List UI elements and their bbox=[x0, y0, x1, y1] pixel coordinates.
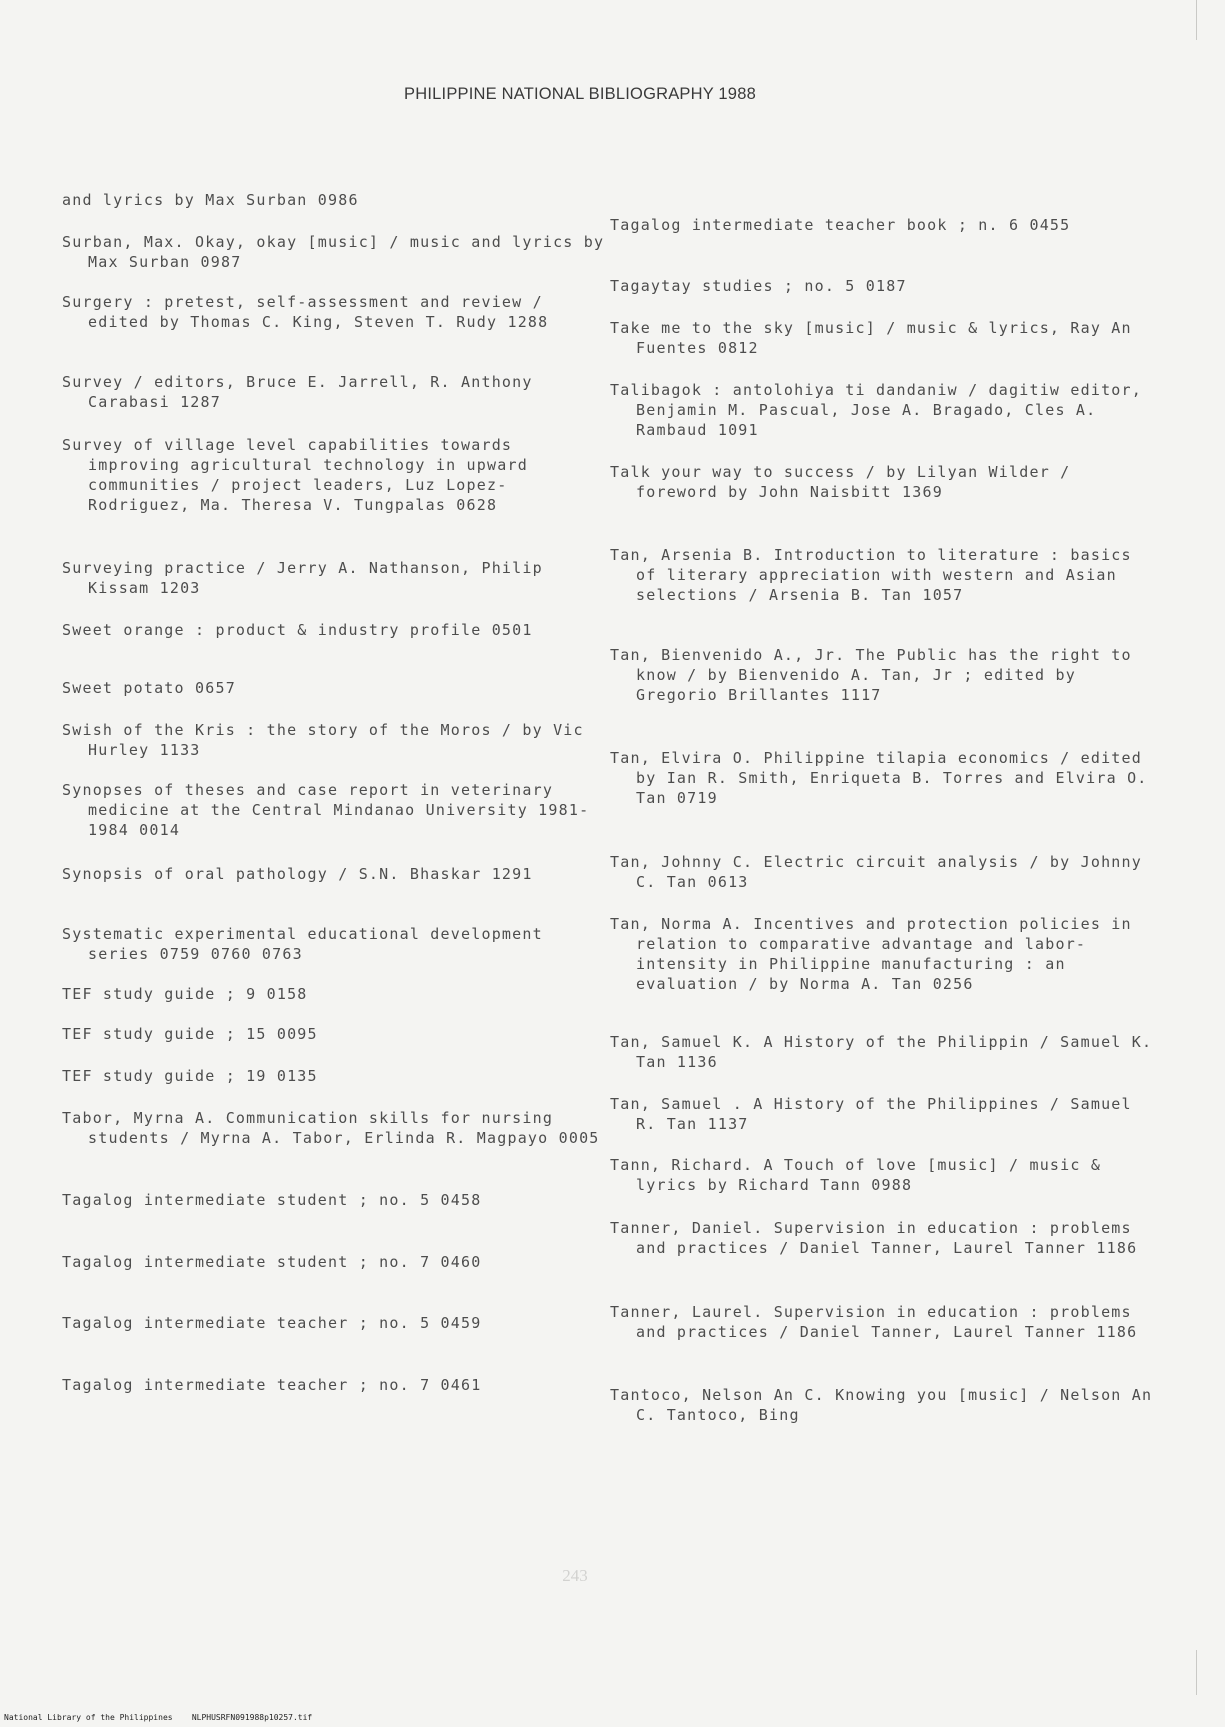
bibliography-entry: Tan, Johnny C. Electric circuit analysis / by Johnny C. Tan 0613 bbox=[610, 853, 1142, 891]
bibliography-entry: TEF study guide ; 15 0095 bbox=[62, 1025, 318, 1043]
bibliography-entry: Sweet potato 0657 bbox=[62, 679, 236, 697]
bibliography-entry: Survey of village level capabilities towards improving agricultural technology in upward communities / project leaders, Luz Lopez-Rodriguez, Ma. Theresa V. Tungpalas 0628 bbox=[62, 436, 528, 514]
page-number: 243 bbox=[562, 1566, 588, 1585]
bibliography-entry: Take me to the sky [music] / music & lyrics, Ray An Fuentes 0812 bbox=[610, 319, 1132, 357]
bibliography-entry: Tantoco, Nelson An C. Knowing you [music] / Nelson An C. Tantoco, Bing bbox=[610, 1386, 1153, 1424]
bibliography-entry: Tan, Arsenia B. Introduction to literature : basics of literary appreciation with western and Asian selections / Arsenia B. Tan 1057 bbox=[610, 546, 1132, 604]
bibliography-entry: Systematic experimental educational development series 0759 0760 0763 bbox=[62, 925, 543, 963]
bibliography-entry: Tagalog intermediate student ; no. 7 0460 bbox=[62, 1253, 482, 1271]
bibliography-entry: and lyrics by Max Surban 0986 bbox=[62, 191, 359, 209]
bibliography-entry: Synopses of theses and case report in veterinary medicine at the Central Mindanao University 1981- 1984 0014 bbox=[62, 781, 590, 839]
bibliography-entry: Tagalog intermediate student ; no. 5 0458 bbox=[62, 1191, 482, 1209]
scan-edge-mark bbox=[1196, 1650, 1197, 1695]
bibliography-entry: Surban, Max. Okay, okay [music] / music and lyrics by Max Surban 0987 bbox=[62, 233, 605, 271]
bibliography-entry: TEF study guide ; 9 0158 bbox=[62, 985, 308, 1003]
bibliography-entry: Tagalog intermediate teacher ; no. 7 0461 bbox=[62, 1376, 482, 1394]
bibliography-entry: Synopsis of oral pathology / S.N. Bhaskar 1291 bbox=[62, 865, 533, 883]
bibliography-entry: Swish of the Kris : the story of the Moros / by Vic Hurley 1133 bbox=[62, 721, 584, 759]
page-header: PHILIPPINE NATIONAL BIBLIOGRAPHY 1988 bbox=[404, 85, 756, 103]
bibliography-entry: Talibagok : antolohiya ti dandaniw / dagitiw editor, Benjamin M. Pascual, Jose A. Bragado, Cles A. Rambaud 1091 bbox=[610, 381, 1142, 439]
bibliography-entry: Sweet orange : product & industry profile 0501 bbox=[62, 621, 533, 639]
bibliography-entry: Tan, Samuel . A History of the Philippines / Samuel R. Tan 1137 bbox=[610, 1095, 1132, 1133]
bibliography-entry: Tagalog intermediate teacher ; no. 5 0459 bbox=[62, 1314, 482, 1332]
bibliography-entry: Tagaytay studies ; no. 5 0187 bbox=[610, 277, 907, 295]
bibliography-entry: Tann, Richard. A Touch of love [music] / music & lyrics by Richard Tann 0988 bbox=[610, 1156, 1102, 1194]
scan-footer: National Library of the Philippines NLPHUSRFN091988p10257.tif bbox=[4, 1713, 313, 1722]
bibliography-entry: Tan, Bienvenido A., Jr. The Public has the right to know / by Bienvenido A. Tan, Jr ; edited by Gregorio Brillantes 1117 bbox=[610, 646, 1132, 704]
bibliography-entry: Talk your way to success / by Lilyan Wilder / foreword by John Naisbitt 1369 bbox=[610, 463, 1071, 501]
bibliography-entry: Survey / editors, Bruce E. Jarrell, R. Anthony Carabasi 1287 bbox=[62, 373, 533, 411]
bibliography-entry: Tabor, Myrna A. Communication skills for nursing students / Myrna A. Tabor, Erlinda R. Magpayo 0005 bbox=[62, 1109, 600, 1147]
bibliography-entry: Tanner, Laurel. Supervision in education : problems and practices / Daniel Tanner, Laurel Tanner 1186 bbox=[610, 1303, 1138, 1341]
scan-edge-mark bbox=[1196, 0, 1197, 40]
bibliography-entry: Surgery : pretest, self-assessment and review / edited by Thomas C. King, Steven T. Rudy 1288 bbox=[62, 293, 549, 331]
bibliography-entry: Surveying practice / Jerry A. Nathanson, Philip Kissam 1203 bbox=[62, 559, 543, 597]
bibliography-entry: Tan, Norma A. Incentives and protection policies in relation to comparative advantage and labor-intensity in Philippine manufacturing : an evaluation / by Norma A. Tan 0256 bbox=[610, 915, 1132, 993]
bibliography-entry: Tanner, Daniel. Supervision in education : problems and practices / Daniel Tanner, Laurel Tanner 1186 bbox=[610, 1219, 1138, 1257]
bibliography-entry: Tan, Elvira O. Philippine tilapia economics / edited by Ian R. Smith, Enriqueta B. Torres and Elvira O. Tan 0719 bbox=[610, 749, 1148, 807]
bibliography-entry: Tan, Samuel K. A History of the Philippin / Samuel K. Tan 1136 bbox=[610, 1033, 1153, 1071]
bibliography-entry: TEF study guide ; 19 0135 bbox=[62, 1067, 318, 1085]
bibliography-entry: Tagalog intermediate teacher book ; n. 6 0455 bbox=[610, 216, 1071, 234]
